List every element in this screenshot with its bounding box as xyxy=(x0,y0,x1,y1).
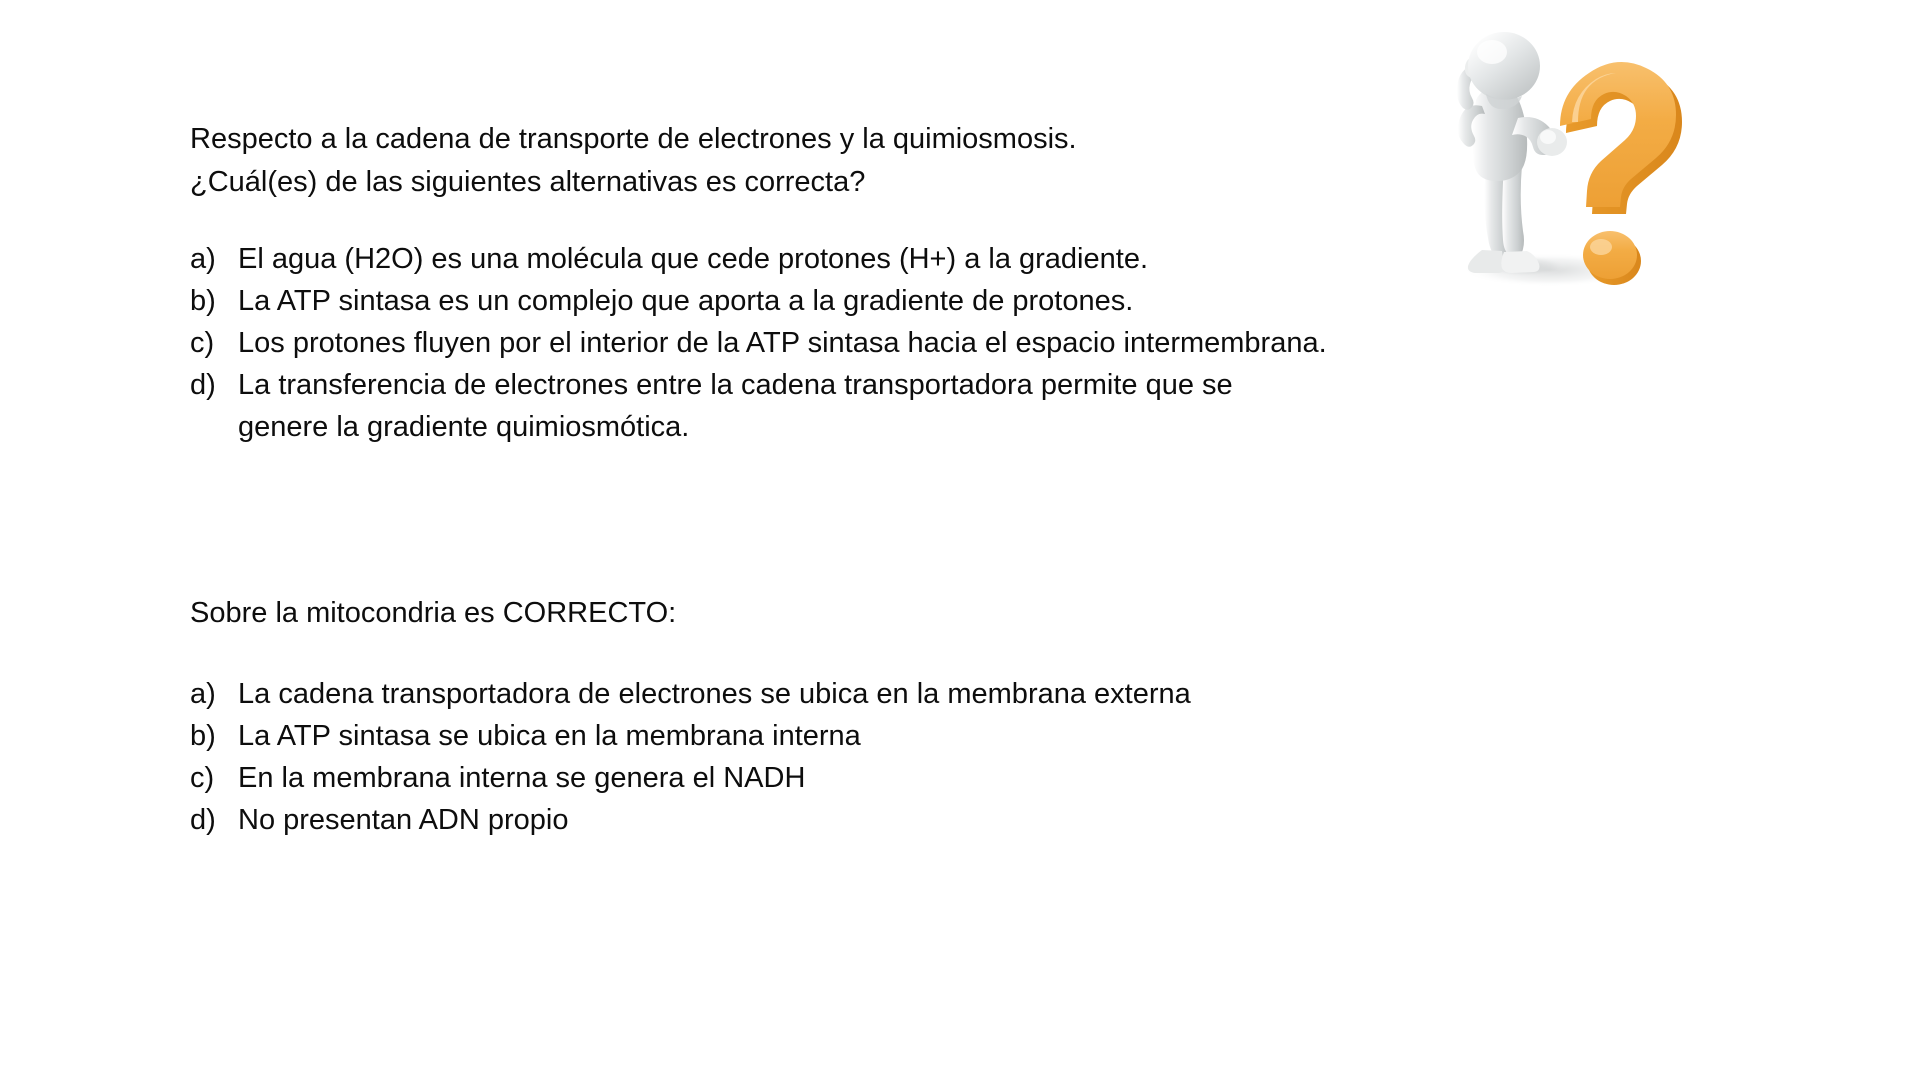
option-item[interactable] xyxy=(190,322,1330,364)
question-mark-dot xyxy=(1583,231,1637,279)
slide-text-content xyxy=(190,118,1330,841)
grey-figure xyxy=(1457,32,1567,273)
option-text: No presentan ADN propio xyxy=(238,804,569,836)
spacer xyxy=(190,204,1330,238)
option-item[interactable] xyxy=(190,673,1330,715)
question-2-options xyxy=(190,673,1330,841)
option-marker: c) xyxy=(190,327,215,359)
option-text: La ATP sintasa se ubica en la membrana interna xyxy=(238,720,861,752)
option-item[interactable] xyxy=(190,280,1330,322)
option-marker: c) xyxy=(190,762,215,794)
question-1-block xyxy=(190,118,1330,448)
hand-highlight xyxy=(1540,130,1556,144)
head-highlight xyxy=(1477,40,1507,64)
thinking-person-question-mark-image xyxy=(1442,14,1694,316)
option-item[interactable] xyxy=(190,715,1330,757)
option-marker: a) xyxy=(190,678,216,710)
spacer xyxy=(190,635,1330,673)
option-text: La transferencia de electrones entre la cadena transportadora permite que se genere la gradiente quimiosmótica. xyxy=(238,369,1233,443)
question-mark-dot-highlight xyxy=(1590,239,1612,255)
question-1-stem-line-1: Respecto a la cadena de transporte de electrones y la quimiosmosis. xyxy=(190,123,1077,155)
question-1-options xyxy=(190,238,1330,448)
option-text: La cadena transportadora de electrones se ubica en la membrana externa xyxy=(238,678,1191,710)
option-text: El agua (H2O) es una molécula que cede protones (H+) a la gradiente. xyxy=(238,243,1149,275)
option-item[interactable] xyxy=(190,757,1330,799)
question-2-block xyxy=(190,592,1330,841)
option-marker: b) xyxy=(190,720,216,752)
option-marker: d) xyxy=(190,369,216,401)
option-item[interactable] xyxy=(190,799,1330,841)
option-marker: d) xyxy=(190,804,216,836)
option-marker: b) xyxy=(190,285,216,317)
option-text: En la membrana interna se genera el NADH xyxy=(238,762,806,794)
question-2-stem-line-1: Sobre la mitocondria es CORRECTO: xyxy=(190,597,677,629)
option-item[interactable] xyxy=(190,364,1330,448)
option-text: La ATP sintasa es un complejo que aporta a la gradiente de protones. xyxy=(238,285,1134,317)
option-item[interactable] xyxy=(190,238,1330,280)
question-1-stem-line-2: ¿Cuál(es) de las siguientes alternativas es correcta? xyxy=(190,166,866,198)
option-text: Los protones fluyen por el interior de la ATP sintasa hacia el espacio intermembrana. xyxy=(238,327,1327,359)
question-mark-icon xyxy=(1560,62,1682,285)
option-marker: a) xyxy=(190,243,216,275)
spacer xyxy=(190,448,1330,592)
head xyxy=(1468,32,1540,100)
